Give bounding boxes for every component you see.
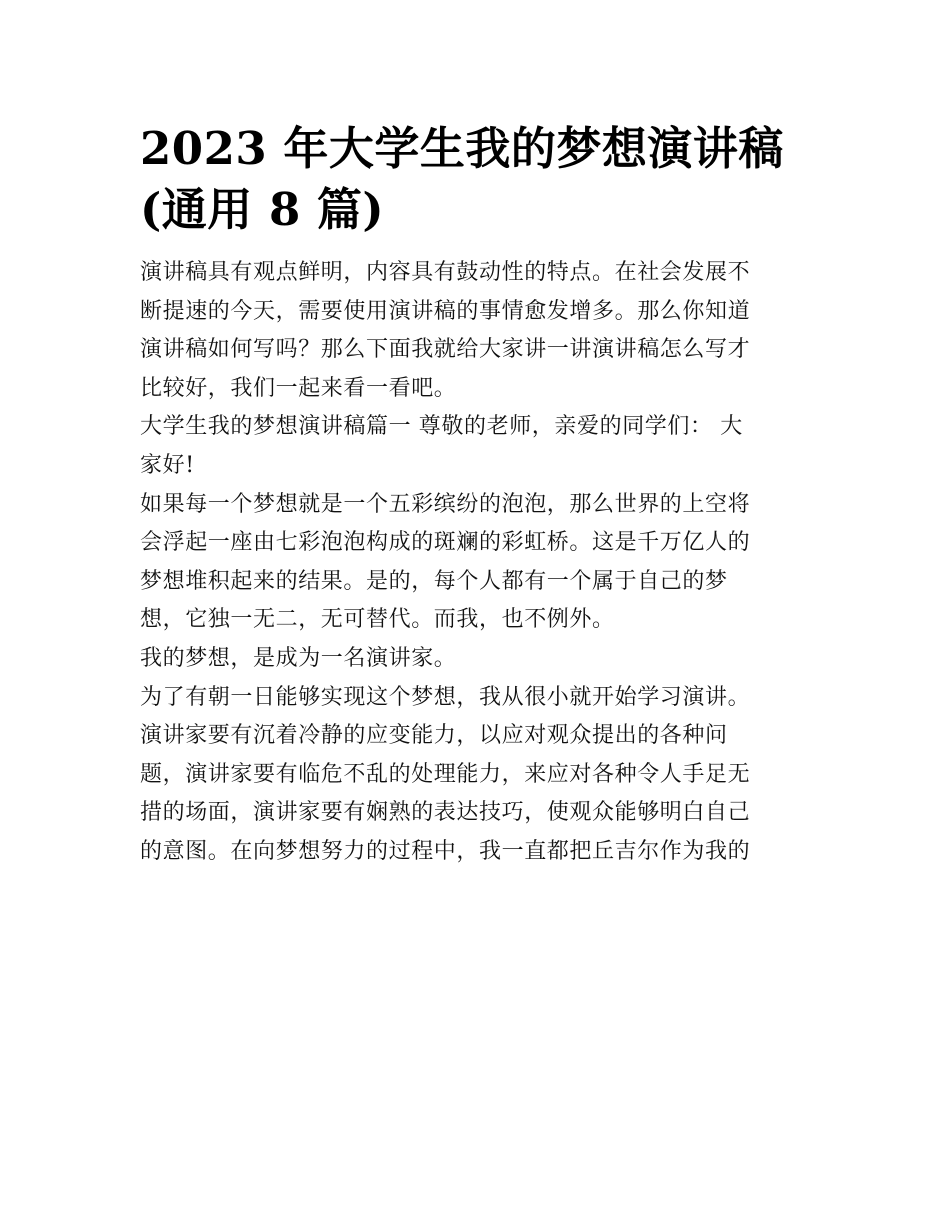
document-title — [140, 118, 820, 240]
paragraph-greeting — [140, 408, 820, 485]
text-line: 演讲稿具有观点鲜明，内容具有鼓动性的特点。在社会发展不 — [140, 260, 751, 285]
paragraph-effort — [140, 679, 820, 872]
text-line: 题，演讲家要有临危不乱的处理能力，来应对各种令人手足无 — [140, 761, 751, 787]
document-body — [140, 254, 820, 872]
text-line: 措的场面，演讲家要有娴熟的表达技巧，使观众能够明白自己 — [140, 800, 751, 826]
title-line: 2023 年大学生我的梦想演讲稿 — [140, 122, 784, 175]
text-line: 比较好，我们一起来看一看吧。 — [140, 375, 457, 401]
text-line: 大学生我的梦想演讲稿篇一 尊敬的老师，亲爱的同学们： 大 — [140, 414, 743, 440]
paragraph-bubbles — [140, 486, 820, 640]
text-line: 想，它独一无二，无可替代。而我，也不例外。 — [140, 607, 615, 633]
document-content — [140, 118, 820, 872]
text-line: 为了有朝一日能够实现这个梦想，我从很小就开始学习演讲。 — [140, 684, 751, 710]
text-line: 演讲稿如何写吗？那么下面我就给大家讲一讲演讲稿怎么写才 — [140, 337, 751, 363]
text-line: 家好! — [140, 452, 195, 478]
text-line: 梦想堆积起来的结果。是的，每个人都有一个属于自己的梦 — [140, 568, 728, 594]
paragraph-dream — [140, 640, 820, 679]
text-line: 的意图。在向梦想努力的过程中，我一直都把丘吉尔作为我的 — [140, 838, 751, 864]
text-line: 如果每一个梦想就是一个五彩缤纷的泡泡，那么世界的上空将 — [140, 491, 751, 517]
text-line: 会浮起一座由七彩泡泡构成的斑斓的彩虹桥。这是千万亿人的 — [140, 530, 751, 556]
paragraph-intro — [140, 254, 820, 408]
text-line: 断提速的今天，需要使用演讲稿的事情愈发增多。那么你知道 — [140, 298, 751, 324]
title-line: (通用 8 篇) — [140, 183, 385, 236]
text-line: 我的梦想，是成为一名演讲家。 — [140, 645, 457, 671]
text-line: 演讲家要有沉着冷静的应变能力，以应对观众提出的各种问 — [140, 723, 728, 749]
